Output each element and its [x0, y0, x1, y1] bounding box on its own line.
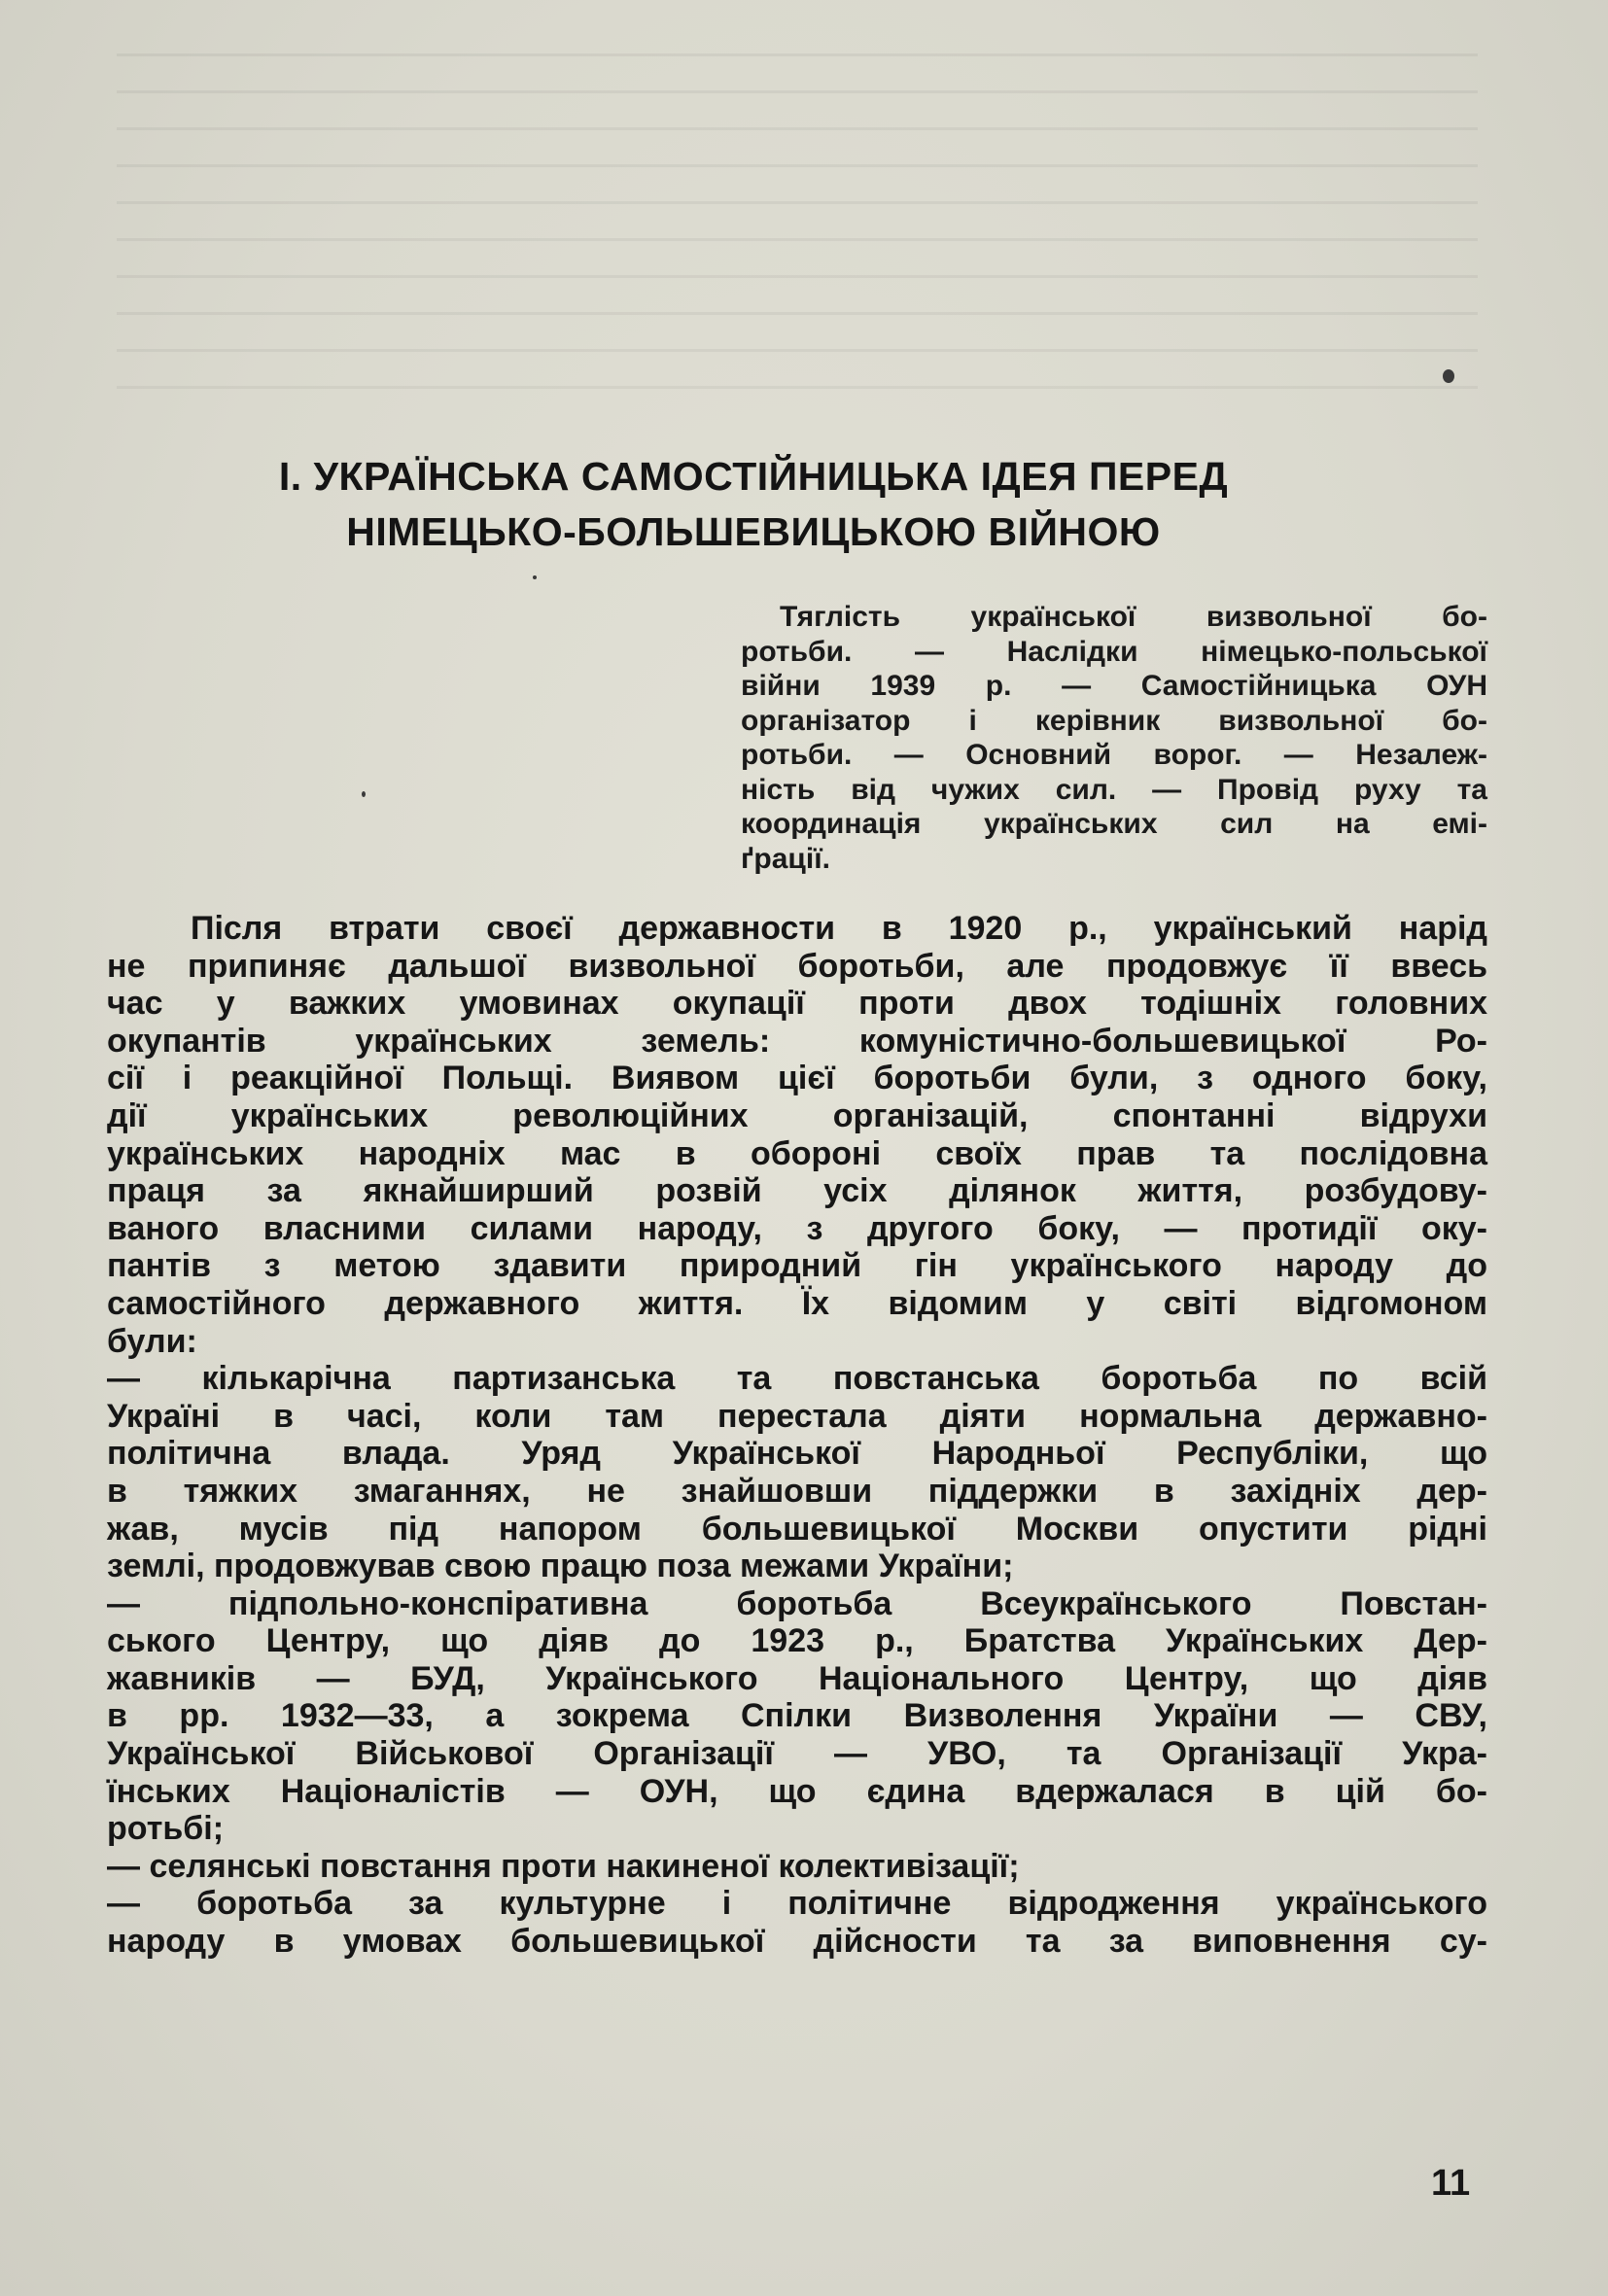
body-line: землі, продовжував свою працю поза межами України;: [107, 1548, 1014, 1585]
chapter-title-line-2: НІМЕЦЬКО-БОЛЬШЕВИЦЬКОЮ ВІЙНОЮ: [346, 509, 1161, 554]
chapter-summary: [741, 600, 1487, 876]
body-line: жавників — БУД, Українського Національного Центру, що діяв: [107, 1659, 1487, 1697]
summary-line: Тяглість української визвольної бо-: [780, 601, 1487, 633]
body-line: ського Центру, що діяв до 1923 р., Братства Українських Дер-: [107, 1622, 1487, 1660]
summary-line: ротьби. — Наслідки німецько-польської: [741, 635, 1487, 668]
body-line: — підпольно-конспіративна боротьба Всеукраїнського Повстан-: [107, 1584, 1487, 1622]
body-line: Української Військової Організації — УВО, та Організації Укра-: [107, 1735, 1487, 1773]
ink-speck: [362, 791, 366, 797]
body-line: — боротьба за культурне і політичне відродження українського: [107, 1885, 1487, 1923]
body-line: жав, мусів під напором большевицької Москви опустити рідні: [107, 1510, 1487, 1548]
summary-line: ротьби. — Основний ворог. — Незалеж-: [741, 739, 1487, 771]
ink-speck: [533, 575, 537, 579]
body-line: ротьбі;: [107, 1810, 225, 1848]
summary-line: координація українських сил на емі-: [741, 808, 1487, 840]
page-number: 11: [1431, 2163, 1471, 2204]
body-line: самостійного державного життя. Їх відомим у світі відгомоном: [107, 1284, 1487, 1322]
body-line: Україні в часі, коли там перестала діяти нормальна державно-: [107, 1397, 1487, 1435]
body-line: час у важких умовинах окупації проти двох тодішніх головних: [107, 985, 1487, 1023]
chapter-title-line-1: І. УКРАЇНСЬКА САМОСТІЙНИЦЬКА ІДЕЯ ПЕРЕД: [278, 454, 1229, 499]
body-line: українських народніх мас в обороні своїх прав та послідовна: [107, 1134, 1487, 1172]
body-line: пантів з метою здавити природний гін українського народу до: [107, 1247, 1487, 1285]
body-line: народу в умовах большевицької дійсности та за виповнення су-: [107, 1923, 1487, 1961]
summary-line: ґрації.: [741, 842, 830, 875]
ink-speck: [1443, 369, 1454, 383]
summary-line: організатор і керівник визвольної бо-: [741, 704, 1487, 737]
summary-line: війни 1939 р. — Самостійницька ОУН: [741, 670, 1487, 702]
body-text: [107, 910, 1487, 1961]
body-line: не припиняє дальшої визвольної боротьби, але продовжує її ввесь: [107, 947, 1487, 985]
body-line: дії українських революційних організацій, спонтанні відрухи: [107, 1096, 1487, 1134]
body-line: були:: [107, 1322, 197, 1360]
body-line: — селянські повстання проти накиненої колективізації;: [107, 1847, 1020, 1885]
chapter-title: [107, 449, 1400, 560]
body-line: — кількарічна партизанська та повстанська боротьба по всій: [107, 1360, 1487, 1398]
show-through-text: [117, 53, 1478, 462]
body-line: сії і реакційної Польщі. Виявом цієї боротьби були, з одного боку,: [107, 1060, 1487, 1097]
body-line: ваного власними силами народу, з другого боку, — протидії оку-: [107, 1209, 1487, 1247]
body-line: Після втрати своєї державности в 1920 р., український нарід: [191, 910, 1487, 947]
summary-line: ність від чужих сил. — Провід руху та: [741, 773, 1487, 806]
body-line: праця за якнайширший розвій усіх ділянок життя, розбудову-: [107, 1172, 1487, 1210]
body-line: політична влада. Уряд Української Народньої Республіки, що: [107, 1435, 1487, 1473]
body-line: їнських Націоналістів — ОУН, що єдина вдержалася в цій бо-: [107, 1772, 1487, 1810]
body-line: в тяжких змаганнях, не знайшовши піддержки в західніх дер-: [107, 1472, 1487, 1510]
body-line: окупантів українських земель: комуністично-большевицької Ро-: [107, 1022, 1487, 1060]
body-line: в рр. 1932—33, а зокрема Спілки Визволення України — СВУ,: [107, 1697, 1487, 1735]
